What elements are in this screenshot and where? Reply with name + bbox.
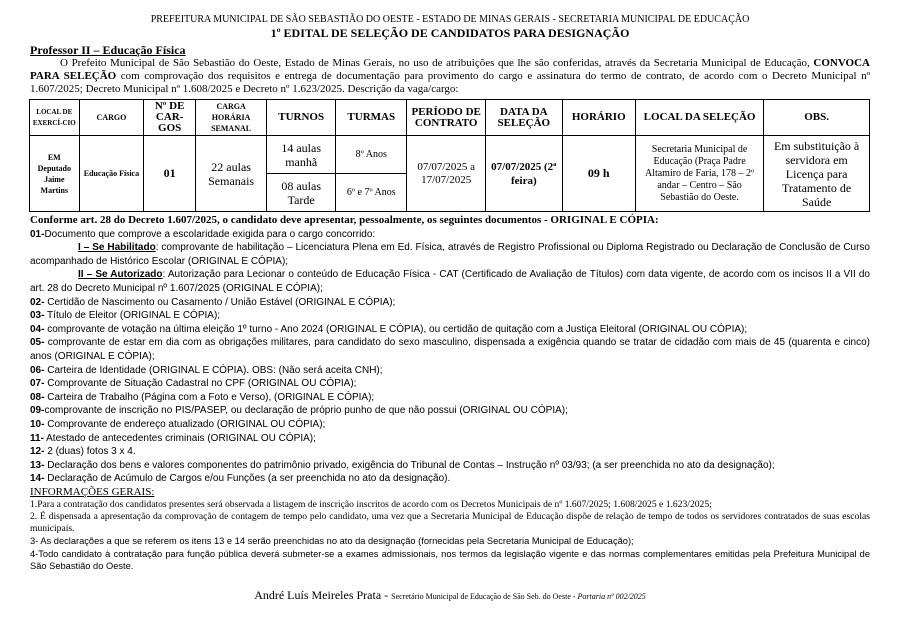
item-text: Declaração de Acúmulo de Cargos e/ou Funções (a ser preenchida no ato da designação).	[44, 473, 451, 485]
header-line-1: PREFEITURA MUNICIPAL DE SÃO SEBASTIÃO DO OESTE - ESTADO DE MINAS GERAIS - SECRETARIA MUNICIPAL DE EDUCAÇÃO	[150, 14, 750, 25]
list-item	[30, 432, 870, 446]
item-number: 05-	[30, 337, 45, 349]
signature-separator: -	[381, 588, 392, 602]
documents-list	[30, 214, 870, 573]
info-item-3: 3- As declarações a que se referem os itens 13 e 14 serão preenchidas no ato da designação (fornecidas pela Secretaria Municipal de Educação);	[30, 536, 634, 547]
list-item	[30, 364, 870, 378]
info-item-4: 4-Todo candidato à contratação para função pública deverá submeter-se a exames admissionais, nos termos da legislação vigente e das normas complementares emitidas pela Prefeitura Municipal de São Sebastião do Oeste.	[30, 548, 870, 572]
col-turmas: TURMAS	[336, 100, 407, 136]
item-number: 04-	[30, 323, 45, 335]
list-item	[30, 268, 870, 295]
info-title: INFORMAÇÕES GERAIS:	[30, 485, 155, 498]
item-number: 03-	[30, 310, 45, 322]
item-number: 13-	[30, 459, 45, 471]
info-item-2: 2. É dispensada a apresentação da comprovação de contagem de tempo pelo candidato, uma vez que a Secretaria Municipal de Educação dispõe de relação de tempo de todos os servidores contratados de suas escolas municipais.	[30, 511, 870, 535]
item-number: 11-	[30, 432, 44, 444]
list-item	[30, 391, 870, 405]
cell-horario: 09 h	[562, 136, 635, 212]
cell-local: EM Deputado Jaime Martins	[30, 136, 80, 212]
list-item	[30, 336, 870, 363]
cell-local-selecao: Secretaria Municipal de Educação (Praça Padre Altamiro de Faria, 178 – 2º andar – Centro – São Sebastião do Oeste.	[635, 136, 763, 212]
list-item	[30, 323, 870, 337]
list-item	[30, 296, 870, 310]
autorizado-text: : Autorização para Lecionar o conteúdo de Educação Física - CAT (Certificado de Avaliação de Títulos) com data vigente, de acordo com os incisos II a VII do art. 28 do Decreto Municipal nº 1.607/2025 (ORIGINAL E CÓPIA);	[30, 269, 870, 294]
cell-turno-2: 08 aulas Tarde	[267, 174, 336, 212]
list-item	[30, 241, 870, 268]
habilitado-label: I – Se Habilitado	[78, 242, 156, 254]
cell-turma-2: 6º e 7º Anos	[336, 174, 407, 212]
intro-bold: CONVOCA PARA SELEÇÃO	[30, 57, 870, 82]
item-text: Certidão de Nascimento ou Casamento / União Estável (ORIGINAL E CÓPIA);	[44, 296, 396, 308]
table-row	[30, 136, 870, 174]
edital-title: 1º EDITAL DE SELEÇÃO DE CANDIDATOS PARA DESIGNAÇÃO	[270, 26, 630, 40]
item-number: 01-	[30, 228, 45, 240]
item-text: comprovante de estar em dia com as obrigações militares, para candidato do sexo masculino, dispensada a exigência quando se tratar de cidadão com mais de 45 (quarenta e cinco) anos (ORIGINAL E CÓPIA);	[30, 337, 870, 362]
cell-cargo: Educação Física	[79, 136, 144, 212]
item-text: Documento que comprove a escolaridade exigida para o cargo concorrido:	[44, 228, 376, 240]
intro-paragraph	[30, 57, 870, 96]
signature-portaria: Portaria nº 002/2025	[577, 592, 646, 601]
cell-obs: Em substituição à servidora em Licença para Tratamento de Saúde	[764, 136, 870, 212]
item-text: comprovante de votação na última eleição 1º turno - Ano 2024 (ORIGINAL E CÓPIA), ou certidão de quitação com a Justiça Eleitoral (ORIGINAL OU CÓPIA);	[44, 323, 748, 335]
item-text: Comprovante de endereço atualizado (ORIGINAL OU CÓPIA);	[44, 418, 326, 430]
signature	[0, 588, 900, 603]
signature-role: Secretário Municipal de Educação de São Seb. do Oeste -	[391, 592, 578, 601]
cell-turma-1: 8º Anos	[336, 136, 407, 174]
col-periodo: PERÍODO DE CONTRATO	[407, 100, 486, 136]
col-horario: HORÁRIO	[562, 100, 635, 136]
col-num: Nº DE CAR-GOS	[144, 100, 196, 136]
cell-periodo: 07/07/2025 a 17/07/2025	[407, 136, 486, 212]
habilitado-text: : comprovante de habilitação – Licenciatura Plena em Ed. Física, através de Registro Profissional ou Diploma Registrado ou Declaração de Conclusão de Curso acompanhado de Histórico Escolar (ORIGINAL E CÓPIA);	[30, 242, 870, 267]
autorizado-label: II – Se Autorizado	[78, 269, 163, 281]
docs-intro: Conforme art. 28 do Decreto 1.607/2025, o candidato deve apresentar, pessoalmente, os seguintes documentos - ORIGINAL E CÓPIA:	[30, 214, 659, 226]
cell-num: 01	[144, 136, 196, 212]
item-number: 14-	[30, 473, 45, 485]
col-data: DATA DA SELEÇÃO	[486, 100, 563, 136]
item-number: 02-	[30, 296, 45, 308]
item-text: comprovante de inscrição no PIS/PASEP, ou declaração de próprio punho de que não possui (ORIGINAL OU CÓPIA);	[44, 405, 568, 417]
item-number: 07-	[30, 378, 45, 390]
item-number: 09-	[30, 405, 45, 417]
list-item	[30, 445, 870, 459]
info-item-1: 1.Para a contratação dos candidatos presentes será observada a listagem de inscrição inscritos de acordo com os Decretos Municipais de nº 1.607/2025; 1.608/2025 e 1.623/2025;	[30, 499, 712, 511]
col-turnos: TURNOS	[267, 100, 336, 136]
item-number: 10-	[30, 418, 45, 430]
col-obs: OBS.	[764, 100, 870, 136]
item-text: 2 (duas) fotos 3 x 4.	[44, 446, 136, 458]
item-text: Título de Eleitor (ORIGINAL E CÓPIA);	[44, 310, 221, 322]
list-item	[30, 377, 870, 391]
vacancy-table	[29, 99, 870, 212]
col-cargo: CARGO	[79, 100, 144, 136]
item-number: 08-	[30, 391, 45, 403]
col-local: LOCAL DE EXERCÍ-CIO	[30, 100, 80, 136]
list-item	[30, 459, 870, 473]
list-item	[30, 228, 870, 242]
signature-name: André Luís Meireles Prata	[254, 588, 382, 602]
item-text: Carteira de Identidade (ORIGINAL E CÓPIA). OBS: (Não será aceita CNH);	[44, 364, 383, 376]
list-item	[30, 404, 870, 418]
item-text: Comprovante de Situação Cadastral no CPF (ORIGINAL OU CÓPIA);	[44, 378, 357, 390]
intro-part-1: O Prefeito Municipal de São Sebastião do Oeste, Estado de Minas Gerais, no uso de atribuições que lhe são conferidas, através da Secretaria Municipal de Educação,	[60, 57, 814, 69]
col-carga: CARGA HORÁRIA SEMANAL	[196, 100, 267, 136]
col-local-selecao: LOCAL DA SELEÇÃO	[635, 100, 763, 136]
item-number: 12-	[30, 446, 45, 458]
intro-part-2: com comprovação dos requisitos e entrega de documentação para provimento do cargo e assinatura do termo de contrato, de acordo com o Decreto Municipal nº 1.607/2025; Decreto Municipal nº 1.608/2025 e Decreto nº 1.623/2025. Descrição da vaga/cargo:	[30, 70, 870, 95]
table-header-row	[30, 100, 870, 136]
item-text: Atestado de antecedentes criminais (ORIGINAL OU CÓPIA);	[43, 432, 316, 444]
list-item	[30, 309, 870, 323]
item-text: Declaração dos bens e valores componentes do patrimônio privado, exigência do Tribunal de Contas – Instrução nº 03/93; (a ser preenchida no ato da designação);	[44, 459, 775, 471]
list-item	[30, 472, 870, 486]
item-number: 06-	[30, 364, 45, 376]
cell-turno-1: 14 aulas manhã	[267, 136, 336, 174]
cell-data: 07/07/2025 (2ª feira)	[486, 136, 563, 212]
role-title: Professor II – Educação Física	[30, 43, 186, 57]
cell-carga: 22 aulas Semanais	[196, 136, 267, 212]
list-item	[30, 418, 870, 432]
item-text: Carteira de Trabalho (Página com a Foto e Verso), (ORIGINAL E CÓPIA);	[44, 391, 375, 403]
